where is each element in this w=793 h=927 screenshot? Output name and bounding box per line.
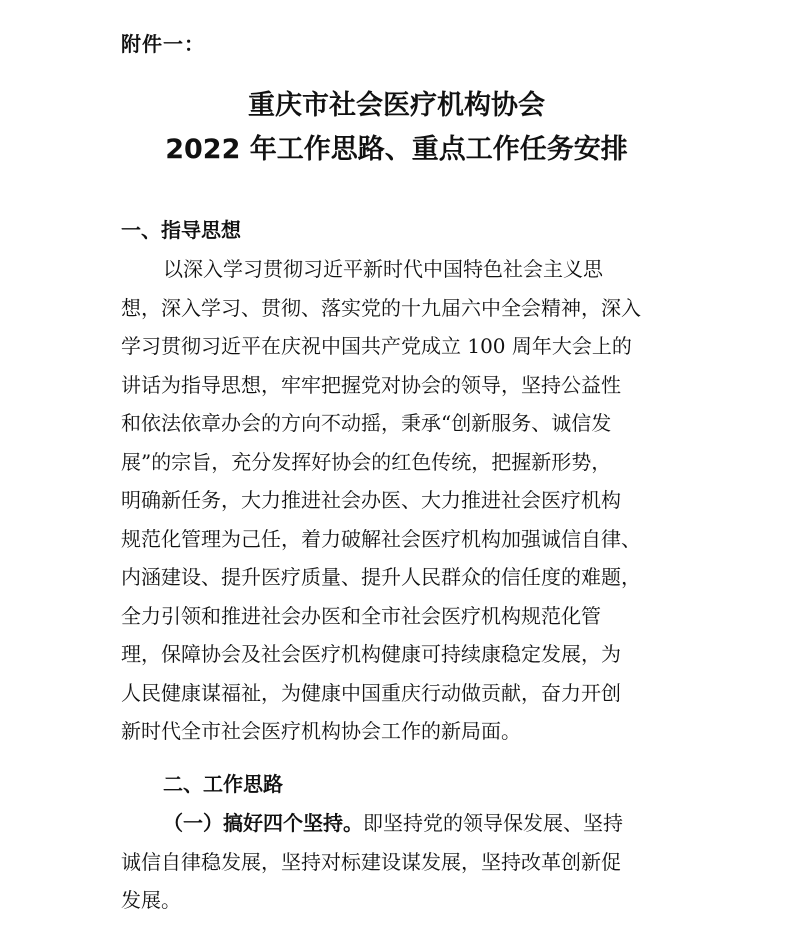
guiding-thought-paragraph xyxy=(121,250,641,751)
paragraph-line: 规范化管理为己任，着力破解社会医疗机构加强诚信自律、 xyxy=(121,526,641,551)
paragraph-line: 发展。 xyxy=(121,888,181,912)
item-label: （一）搞好四个坚持。 xyxy=(163,811,363,835)
item-text: 即坚持党的领导保发展、坚持 xyxy=(363,811,623,835)
paragraph-line: 想，深入学习、贯彻、落实党的十九届六中全会精神，深入 xyxy=(121,295,641,320)
document-title xyxy=(0,84,793,172)
paragraph-line: 理，保障协会及社会医疗机构健康可持续康稳定发展，为 xyxy=(121,642,621,666)
section-heading-guiding-thought: 一、指导思想 xyxy=(121,218,241,242)
paragraph-line: 人民健康谋福祉，为健康中国重庆行动做贡献，奋力开创 xyxy=(121,680,621,705)
paragraph-line: 全力引领和推进社会办医和全市社会医疗机构规范化管 xyxy=(121,603,601,628)
paragraph-line: 展”的宗旨，充分发挥好协会的红色传统，把握新形势， xyxy=(121,449,612,474)
paragraph-line: 以深入学习贯彻习近平新时代中国特色社会主义思 xyxy=(163,257,603,281)
section-heading-work-ideas: 二、工作思路 xyxy=(163,772,283,796)
paragraph-line: 明确新任务，大力推进社会办医、大力推进社会医疗机构 xyxy=(121,488,621,512)
attachment-label: 附件一： xyxy=(121,32,205,56)
paragraph-line: 讲话为指导思想，牢牢把握党对协会的领导，坚持公益性 xyxy=(121,372,621,397)
paragraph-line: 新时代全市社会医疗机构协会工作的新局面。 xyxy=(121,719,521,743)
title-line-1: 重庆市社会医疗机构协会 xyxy=(248,90,545,121)
paragraph-line: 学习贯彻习近平在庆祝中国共产党成立 100 周年大会上的 xyxy=(121,334,632,358)
paragraph-line: 内涵建设、提升医疗质量、提升人民群众的信任度的难题， xyxy=(121,565,641,589)
paragraph-line xyxy=(121,804,623,843)
work-ideas-paragraph xyxy=(121,804,623,920)
paragraph-line: 和依法依章办会的方向不动摇，秉承“创新服务、诚信发 xyxy=(121,411,612,435)
title-line-2: 2022 年工作思路、重点工作任务安排 xyxy=(165,134,628,165)
paragraph-line: 诚信自律稳发展，坚持对标建设谋发展，坚持改革创新促 xyxy=(121,849,621,874)
